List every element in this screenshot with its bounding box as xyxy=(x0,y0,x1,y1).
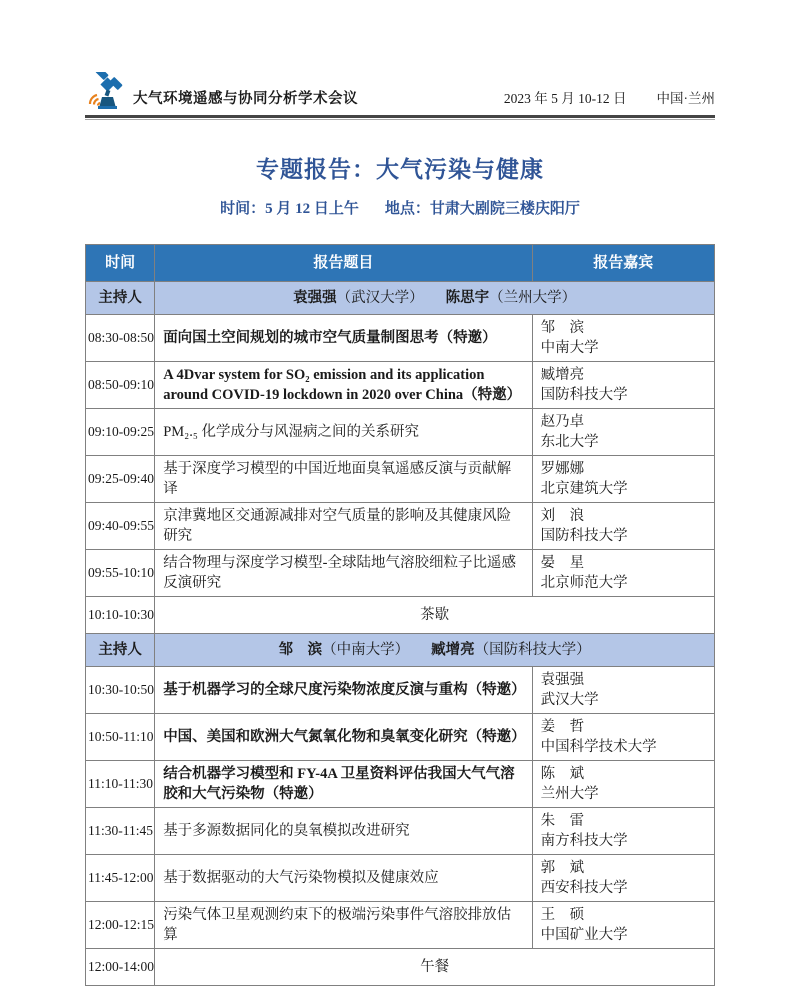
guest-name: 刘 浪 xyxy=(540,508,585,524)
chair-name: 袁强强 xyxy=(293,290,337,306)
talk-title-cell: 污染气体卫星观测约束下的极端污染事件气溶胶排放估算 xyxy=(155,902,532,949)
guest-affiliation: 国防科技大学 xyxy=(540,387,628,403)
guest-affiliation: 东北大学 xyxy=(540,434,599,450)
talk-guest-cell xyxy=(532,456,714,503)
talk-time-cell: 12:00-12:15 xyxy=(86,902,155,949)
talk-row xyxy=(86,550,715,597)
talk-time-cell: 10:50-11:10 xyxy=(86,714,155,761)
break-time-cell: 12:00-14:00 xyxy=(86,949,155,986)
talk-guest-cell xyxy=(532,902,714,949)
guest-affiliation: 北京师范大学 xyxy=(540,575,628,591)
talk-time-cell: 09:25-09:40 xyxy=(86,456,155,503)
talk-time-cell: 10:30-10:50 xyxy=(86,667,155,714)
talk-title-cell: 基于多源数据同化的臭氧模拟改进研究 xyxy=(155,808,532,855)
col-header-title: 报告题目 xyxy=(155,245,532,282)
guest-name: 朱 雷 xyxy=(540,813,585,829)
table-header-row xyxy=(86,245,715,282)
talk-guest-cell xyxy=(532,667,714,714)
page-header-left xyxy=(85,72,358,108)
break-row xyxy=(86,949,715,986)
talk-guest-cell xyxy=(532,761,714,808)
talk-title-cell: 基于机器学习的全球尺度污染物浓度反演与重构（特邀） xyxy=(155,667,532,714)
talk-row xyxy=(86,902,715,949)
talk-title-cell: 结合机器学习模型和 FY-4A 卫星资料评估我国大气气溶胶和大气污染物（特邀） xyxy=(155,761,532,808)
satellite-dish-icon xyxy=(85,72,127,110)
col-header-guest: 报告嘉宾 xyxy=(532,245,714,282)
session-meta xyxy=(85,197,715,218)
page-header-right xyxy=(504,87,715,108)
talk-row xyxy=(86,315,715,362)
chair-row xyxy=(86,634,715,667)
guest-affiliation: 西安科技大学 xyxy=(540,880,628,896)
chair-row xyxy=(86,282,715,315)
chair-affiliation: （中南大学） xyxy=(322,642,410,658)
guest-affiliation: 中国矿业大学 xyxy=(540,927,628,943)
talk-time-cell: 09:10-09:25 xyxy=(86,409,155,456)
conference-name: 大气环境遥感与协同分析学术会议 xyxy=(133,91,358,107)
talk-title-cell: 结合物理与深度学习模型-全球陆地气溶胶细粒子比遥感反演研究 xyxy=(155,550,532,597)
talk-row xyxy=(86,855,715,902)
program-table xyxy=(85,244,715,986)
guest-name: 姜 哲 xyxy=(540,719,585,735)
chair-affiliation: （国防科技大学） xyxy=(474,642,591,658)
session-venue: 地点：甘肃大剧院三楼庆阳厅 xyxy=(384,201,580,217)
guest-affiliation: 中国科学技术大学 xyxy=(540,739,657,755)
chair-person xyxy=(431,642,591,658)
chair-name: 陈思宇 xyxy=(445,290,490,306)
guest-name: 陈 斌 xyxy=(540,766,585,782)
col-header-time: 时间 xyxy=(86,245,155,282)
talk-title-cell: 基于深度学习模型的中国近地面臭氧遥感反演与贡献解译 xyxy=(155,456,532,503)
talk-row xyxy=(86,456,715,503)
talk-title-cell: 中国、美国和欧洲大气氮氧化物和臭氧变化研究（特邀） xyxy=(155,714,532,761)
talk-guest-cell xyxy=(532,714,714,761)
break-row xyxy=(86,597,715,634)
guest-affiliation: 北京建筑大学 xyxy=(540,481,628,497)
talk-row xyxy=(86,362,715,409)
talk-row xyxy=(86,503,715,550)
guest-affiliation: 武汉大学 xyxy=(540,692,599,708)
chair-name: 臧增亮 xyxy=(431,642,475,658)
conference-location: 中国·兰州 xyxy=(656,91,715,106)
session-time: 时间：5 月 12 日上午 xyxy=(220,201,359,217)
talk-title-cell: 基于数据驱动的大气污染物模拟及健康效应 xyxy=(155,855,532,902)
talk-row xyxy=(86,667,715,714)
guest-affiliation: 中南大学 xyxy=(540,340,599,356)
header-rule xyxy=(85,115,715,118)
chair-names-cell xyxy=(155,634,715,667)
talk-time-cell: 11:45-12:00 xyxy=(86,855,155,902)
talk-guest-cell xyxy=(532,362,714,409)
session-title: 专题报告：大气污染与健康 xyxy=(256,157,544,182)
conference-dates: 2023 年 5 月 10-12 日 xyxy=(503,91,627,106)
chair-affiliation: （兰州大学） xyxy=(489,290,577,306)
chair-label-cell: 主持人 xyxy=(86,282,155,315)
guest-name: 袁强强 xyxy=(540,672,585,688)
guest-affiliation: 南方科技大学 xyxy=(540,833,628,849)
chair-label-cell: 主持人 xyxy=(86,634,155,667)
guest-name: 晏 星 xyxy=(540,555,585,571)
talk-guest-cell xyxy=(532,503,714,550)
guest-name: 王 硕 xyxy=(540,907,585,923)
break-label-cell: 午餐 xyxy=(155,949,715,986)
guest-name: 罗娜娜 xyxy=(540,461,585,477)
page-header xyxy=(85,72,715,108)
talk-guest-cell xyxy=(532,808,714,855)
talk-time-cell: 11:10-11:30 xyxy=(86,761,155,808)
talk-time-cell: 08:30-08:50 xyxy=(86,315,155,362)
chair-affiliation: （武汉大学） xyxy=(336,290,424,306)
break-label-cell: 茶歇 xyxy=(155,597,715,634)
talk-time-cell: 08:50-09:10 xyxy=(86,362,155,409)
talk-row xyxy=(86,808,715,855)
talk-guest-cell xyxy=(532,409,714,456)
chair-person xyxy=(446,290,577,306)
talk-row xyxy=(86,761,715,808)
guest-name: 臧增亮 xyxy=(540,367,585,383)
talk-time-cell: 09:40-09:55 xyxy=(86,503,155,550)
header-rule-shadow xyxy=(85,119,715,120)
chair-person xyxy=(293,290,424,306)
guest-name: 邹 滨 xyxy=(540,320,585,336)
talk-row xyxy=(86,409,715,456)
talk-time-cell: 11:30-11:45 xyxy=(86,808,155,855)
talk-guest-cell xyxy=(532,550,714,597)
talk-title-cell: A 4Dvar system for SO₂ emission and its application around COVID-19 lockdown in 2020 over China（特邀） xyxy=(155,362,532,409)
talk-title-cell: 面向国土空间规划的城市空气质量制图思考（特邀） xyxy=(155,315,532,362)
chair-name: 邹 滨 xyxy=(278,642,323,658)
guest-affiliation: 国防科技大学 xyxy=(540,528,628,544)
chair-names-cell xyxy=(155,282,715,315)
guest-name: 郭 斌 xyxy=(540,860,585,876)
talk-row xyxy=(86,714,715,761)
guest-affiliation: 兰州大学 xyxy=(540,786,599,802)
talk-title-cell: PM₂.₅ 化学成分与风湿病之间的关系研究 xyxy=(155,409,532,456)
break-time-cell: 10:10-10:30 xyxy=(86,597,155,634)
talk-time-cell: 09:55-10:10 xyxy=(86,550,155,597)
talk-guest-cell xyxy=(532,855,714,902)
talk-guest-cell xyxy=(532,315,714,362)
guest-name: 赵乃卓 xyxy=(540,414,585,430)
talk-title-cell: 京津冀地区交通源减排对空气质量的影响及其健康风险研究 xyxy=(155,503,532,550)
chair-person xyxy=(279,642,410,658)
